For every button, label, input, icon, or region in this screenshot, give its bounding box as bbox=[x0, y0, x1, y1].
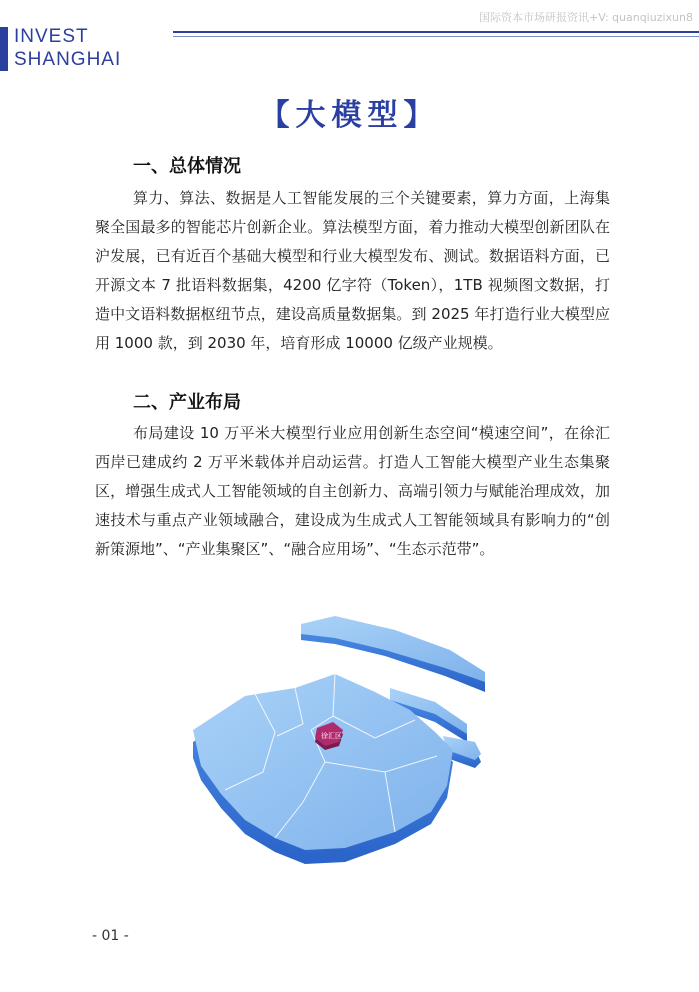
section-body-overview bbox=[95, 184, 610, 358]
page-number: - 01 - bbox=[92, 928, 129, 944]
paragraph: 算力、算法、数据是人工智能发展的三个关键要素，算力方面，上海集聚全国最多的智能芯片创新企业。算法模型方面，着力推动大模型创新团队在沪发展，已有近百个基础大模型和行业大模型发布、测试。数据语料方面，已开源文本 7 批语料数据集，4200 亿字符（Token），1TB 视频图文数据，打造中文语料数据枢纽节点，建设高质量数据集。到 2025 年打造行业大模型应用 1000 款，到 2030 年，培育形成 10000 亿级产业规模。 bbox=[95, 189, 610, 352]
brand-line-1: INVEST bbox=[14, 26, 89, 47]
section-heading-layout: 二、产业布局 bbox=[133, 392, 241, 413]
shanghai-3d-map bbox=[185, 612, 515, 882]
paragraph: 布局建设 10 万平米大模型行业应用创新生态空间“模速空间”，在徐汇西岸已建成约 2 万平米载体并启动运营。打造人工智能大模型产业生态集聚区，增强生成式人工智能领域的自主创新力、高端引领力与赋能治理成效，加速技术与重点产业领域融合，建设成为生成式人工智能领域具有影响力的“创新策源地”、“产业集聚区”、“融合应用场”、“生态示范带”。 bbox=[95, 424, 610, 558]
section-body-layout bbox=[95, 419, 610, 564]
header-accent-bar bbox=[0, 27, 8, 71]
brand-line-2: SHANGHAI bbox=[14, 49, 122, 70]
header-rule bbox=[173, 31, 699, 33]
brand-logo bbox=[14, 25, 121, 71]
xuhui-label: 徐汇区 bbox=[321, 732, 342, 740]
watermark-text: 国际资本市场研报资讯+V: quanqiuzixun8 bbox=[478, 11, 693, 24]
section-heading-overview: 一、总体情况 bbox=[133, 156, 241, 177]
page-title: 【大模型】 bbox=[259, 98, 440, 133]
header-rule-thin bbox=[173, 36, 699, 37]
